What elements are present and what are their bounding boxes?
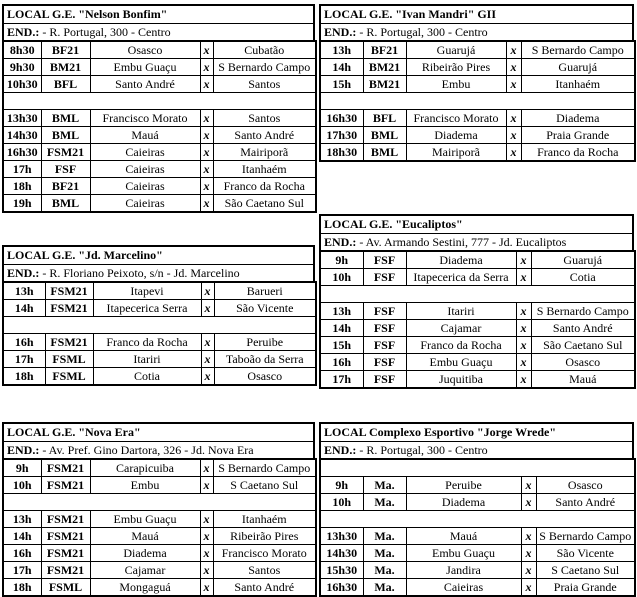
match-time: 10h xyxy=(320,494,363,511)
away-team: S Caetano Sul xyxy=(213,477,316,494)
home-team: Caieiras xyxy=(90,178,200,195)
home-team: Juquitiba xyxy=(406,371,516,389)
address-text: - R. Portugal, 300 - Centro xyxy=(42,25,171,39)
match-time: 13h xyxy=(3,282,45,300)
match-category: FSF xyxy=(363,320,406,337)
match-row xyxy=(3,300,316,317)
match-category: FSM21 xyxy=(45,300,93,317)
match-time: 10h xyxy=(3,477,41,494)
schedule-table xyxy=(319,40,636,162)
away-team: S Bernardo Campo xyxy=(521,41,635,59)
match-time: 10h xyxy=(320,269,363,286)
away-team: São Caetano Sul xyxy=(213,195,316,213)
versus-mark: x xyxy=(200,511,213,528)
versus-mark: x xyxy=(506,76,521,93)
match-time: 18h xyxy=(3,579,41,597)
match-category: FSM21 xyxy=(41,511,90,528)
match-category: FSF xyxy=(41,161,90,178)
venue-wrede xyxy=(319,422,634,597)
away-team: Santo André xyxy=(536,494,635,511)
home-team: Cotia xyxy=(93,368,201,386)
blank-cell xyxy=(3,93,316,110)
match-time: 17h xyxy=(320,371,363,389)
match-row xyxy=(3,178,316,195)
match-category: FSM21 xyxy=(41,459,90,477)
match-row xyxy=(3,579,316,597)
versus-mark: x xyxy=(521,528,536,545)
versus-mark: x xyxy=(200,579,213,597)
home-team: Itariri xyxy=(93,351,201,368)
match-row xyxy=(3,161,316,178)
match-category: BFL xyxy=(363,110,406,127)
match-time: 16h30 xyxy=(320,579,363,597)
away-team: Praia Grande xyxy=(536,579,635,597)
away-team: São Vicente xyxy=(536,545,635,562)
match-time: 9h xyxy=(320,477,363,494)
venue-address-line xyxy=(321,442,632,458)
match-row xyxy=(320,110,635,127)
match-row xyxy=(320,494,635,511)
address-label: END.: xyxy=(324,443,357,457)
home-team: Cajamar xyxy=(90,562,200,579)
versus-mark: x xyxy=(200,562,213,579)
match-row xyxy=(320,371,635,389)
match-category: BML xyxy=(363,144,406,162)
match-category: BF21 xyxy=(363,41,406,59)
match-time: 17h30 xyxy=(320,127,363,144)
match-time: 18h30 xyxy=(320,144,363,162)
match-time: 14h xyxy=(3,528,41,545)
away-team: Mauá xyxy=(531,371,635,389)
match-row xyxy=(3,282,316,300)
home-team: Franco da Rocha xyxy=(406,337,516,354)
versus-mark: x xyxy=(516,251,531,269)
venue-address-line xyxy=(4,24,313,40)
blank-row xyxy=(320,459,635,477)
schedule-table xyxy=(2,281,317,386)
home-team: Jandira xyxy=(406,562,521,579)
venue-title: LOCAL Complexo Esportivo "Jorge Wrede" xyxy=(321,424,632,442)
match-time: 16h xyxy=(3,334,45,351)
match-time: 15h xyxy=(320,337,363,354)
match-time: 16h xyxy=(320,354,363,371)
venue-title: LOCAL G.E. "Jd. Marcelino" xyxy=(4,247,313,265)
address-label: END.: xyxy=(324,235,357,249)
versus-mark: x xyxy=(200,127,213,144)
home-team: Caieiras xyxy=(90,161,200,178)
match-time: 14h xyxy=(320,59,363,76)
versus-mark: x xyxy=(201,282,214,300)
versus-mark: x xyxy=(521,477,536,494)
match-category: FSML xyxy=(41,579,90,597)
away-team: Osasco xyxy=(536,477,635,494)
match-time: 14h30 xyxy=(3,127,41,144)
away-team: Santos xyxy=(213,76,316,93)
blank-row xyxy=(320,511,635,528)
match-row xyxy=(3,127,316,144)
away-team: Cotia xyxy=(531,269,635,286)
match-row xyxy=(320,579,635,597)
venue-address-line xyxy=(4,265,313,281)
away-team: Santo André xyxy=(531,320,635,337)
match-time: 13h30 xyxy=(3,110,41,127)
versus-mark: x xyxy=(516,337,531,354)
match-time: 15h30 xyxy=(320,562,363,579)
address-label: END.: xyxy=(7,443,40,457)
versus-mark: x xyxy=(200,76,213,93)
versus-mark: x xyxy=(201,300,214,317)
home-team: Embu Guaçu xyxy=(90,59,200,76)
match-row xyxy=(3,59,316,76)
home-team: Mauá xyxy=(406,528,521,545)
venue-nelson xyxy=(2,4,315,213)
match-row xyxy=(3,545,316,562)
home-team: Mairiporã xyxy=(406,144,506,162)
match-category: BML xyxy=(41,110,90,127)
home-team: Francisco Morato xyxy=(90,110,200,127)
venue-novaera xyxy=(2,422,315,597)
home-team: Caieiras xyxy=(406,579,521,597)
home-team: Mongaguá xyxy=(90,579,200,597)
match-category: FSML xyxy=(45,368,93,386)
match-category: FSF xyxy=(363,354,406,371)
match-category: Ma. xyxy=(363,579,406,597)
schedule-table xyxy=(319,250,636,389)
home-team: Diadema xyxy=(406,494,521,511)
home-team: Itariri xyxy=(406,303,516,320)
match-row xyxy=(320,354,635,371)
versus-mark: x xyxy=(516,303,531,320)
venue-header xyxy=(319,4,634,40)
blank-cell xyxy=(320,511,635,528)
away-team: S Bernardo Campo xyxy=(213,59,316,76)
away-team: S Caetano Sul xyxy=(536,562,635,579)
match-row xyxy=(3,351,316,368)
match-time: 18h xyxy=(3,178,41,195)
match-category: BM21 xyxy=(363,76,406,93)
versus-mark: x xyxy=(200,477,213,494)
away-team: Osasco xyxy=(531,354,635,371)
match-row xyxy=(320,251,635,269)
match-category: BML xyxy=(363,127,406,144)
match-row xyxy=(3,76,316,93)
match-row xyxy=(320,320,635,337)
blank-cell xyxy=(3,494,316,511)
away-team: Cubatão xyxy=(213,41,316,59)
address-text: - R. Floriano Peixoto, s/n - Jd. Marcelino xyxy=(42,266,240,280)
versus-mark: x xyxy=(200,110,213,127)
away-team: Praia Grande xyxy=(521,127,635,144)
match-row xyxy=(3,562,316,579)
away-team: Itanhaém xyxy=(213,161,316,178)
match-category: BFL xyxy=(41,76,90,93)
away-team: São Vicente xyxy=(214,300,316,317)
venue-header xyxy=(319,422,634,458)
venue-header xyxy=(319,214,634,250)
match-category: BML xyxy=(41,127,90,144)
blank-cell xyxy=(320,459,635,477)
match-category: FSM21 xyxy=(45,282,93,300)
match-category: Ma. xyxy=(363,477,406,494)
match-time: 16h30 xyxy=(320,110,363,127)
match-time: 17h xyxy=(3,161,41,178)
away-team: Santo André xyxy=(213,579,316,597)
away-team: S Bernardo Campo xyxy=(536,528,635,545)
home-team: Guarujá xyxy=(406,41,506,59)
versus-mark: x xyxy=(521,579,536,597)
match-time: 14h30 xyxy=(320,545,363,562)
versus-mark: x xyxy=(516,354,531,371)
home-team: Ribeirão Pires xyxy=(406,59,506,76)
versus-mark: x xyxy=(200,59,213,76)
match-category: FSM21 xyxy=(41,144,90,161)
versus-mark: x xyxy=(506,110,521,127)
versus-mark: x xyxy=(200,528,213,545)
away-team: Santos xyxy=(213,562,316,579)
match-time: 17h xyxy=(3,562,41,579)
match-category: Ma. xyxy=(363,545,406,562)
venue-eucaliptos xyxy=(319,214,634,389)
match-time: 16h30 xyxy=(3,144,41,161)
home-team: Itapevi xyxy=(93,282,201,300)
match-time: 19h xyxy=(3,195,41,213)
match-row xyxy=(3,41,316,59)
versus-mark: x xyxy=(506,59,521,76)
away-team: Barueri xyxy=(214,282,316,300)
versus-mark: x xyxy=(200,178,213,195)
match-time: 14h xyxy=(3,300,45,317)
blank-row xyxy=(3,317,316,334)
away-team: Francisco Morato xyxy=(213,545,316,562)
match-time: 16h xyxy=(3,545,41,562)
venue-address-line xyxy=(321,234,632,250)
home-team: Embu Guaçu xyxy=(406,545,521,562)
versus-mark: x xyxy=(200,144,213,161)
venue-marcelino xyxy=(2,245,315,386)
match-category: BM21 xyxy=(41,59,90,76)
match-time: 13h xyxy=(320,41,363,59)
home-team: Mauá xyxy=(90,528,200,545)
match-row xyxy=(3,368,316,386)
match-time: 17h xyxy=(3,351,45,368)
venue-header xyxy=(2,4,315,40)
home-team: Itapecerica Serra xyxy=(93,300,201,317)
blank-cell xyxy=(3,317,316,334)
schedule-table xyxy=(2,40,317,213)
venue-address-line xyxy=(4,442,313,458)
match-category: BF21 xyxy=(41,178,90,195)
home-team: Santo André xyxy=(90,76,200,93)
home-team: Caieiras xyxy=(90,144,200,161)
match-row xyxy=(3,144,316,161)
versus-mark: x xyxy=(521,562,536,579)
versus-mark: x xyxy=(200,41,213,59)
home-team: Osasco xyxy=(90,41,200,59)
match-time: 13h xyxy=(320,303,363,320)
match-row xyxy=(320,41,635,59)
venue-ivan xyxy=(319,4,634,162)
home-team: Cajamar xyxy=(406,320,516,337)
match-category: Ma. xyxy=(363,562,406,579)
address-text: - R. Portugal, 300 - Centro xyxy=(359,25,488,39)
match-category: FSF xyxy=(363,303,406,320)
away-team: São Caetano Sul xyxy=(531,337,635,354)
blank-row xyxy=(320,93,635,110)
match-row xyxy=(3,195,316,213)
away-team: Ribeirão Pires xyxy=(213,528,316,545)
match-category: BML xyxy=(41,195,90,213)
match-row xyxy=(3,110,316,127)
match-row xyxy=(320,76,635,93)
blank-cell xyxy=(320,93,635,110)
versus-mark: x xyxy=(201,334,214,351)
match-time: 8h30 xyxy=(3,41,41,59)
match-time: 13h xyxy=(3,511,41,528)
versus-mark: x xyxy=(201,368,214,386)
address-text: - Av. Armando Sestini, 777 - Jd. Eucaliptos xyxy=(359,235,567,249)
blank-row xyxy=(320,286,635,303)
match-row xyxy=(320,269,635,286)
home-team: Diadema xyxy=(90,545,200,562)
blank-row xyxy=(3,494,316,511)
address-text: - Av. Pref. Gino Dartora, 326 - Jd. Nova Era xyxy=(42,443,254,457)
blank-cell xyxy=(320,286,635,303)
schedule-table xyxy=(319,458,636,597)
match-category: BF21 xyxy=(41,41,90,59)
away-team: Guarujá xyxy=(521,59,635,76)
match-category: BM21 xyxy=(363,59,406,76)
schedule-table xyxy=(2,458,317,597)
venue-header xyxy=(2,422,315,458)
match-category: FSF xyxy=(363,371,406,389)
away-team: S Bernardo Campo xyxy=(531,303,635,320)
match-category: FSM21 xyxy=(41,528,90,545)
match-time: 14h xyxy=(320,320,363,337)
home-team: Embu xyxy=(90,477,200,494)
venue-header xyxy=(2,245,315,281)
versus-mark: x xyxy=(516,371,531,389)
match-row xyxy=(320,528,635,545)
address-label: END.: xyxy=(324,25,357,39)
match-row xyxy=(320,477,635,494)
venue-title: LOCAL G.E. "Nova Era" xyxy=(4,424,313,442)
venue-title: LOCAL G.E. "Eucaliptos" xyxy=(321,216,632,234)
home-team: Diadema xyxy=(406,127,506,144)
away-team: Diadema xyxy=(521,110,635,127)
versus-mark: x xyxy=(506,144,521,162)
match-time: 9h xyxy=(320,251,363,269)
match-time: 18h xyxy=(3,368,45,386)
match-row xyxy=(320,303,635,320)
away-team: Taboão da Serra xyxy=(214,351,316,368)
match-row xyxy=(320,127,635,144)
home-team: Carapicuiba xyxy=(90,459,200,477)
match-category: FSF xyxy=(363,269,406,286)
match-category: FSF xyxy=(363,337,406,354)
home-team: Embu xyxy=(406,76,506,93)
match-category: Ma. xyxy=(363,494,406,511)
home-team: Itapecerica da Serra xyxy=(406,269,516,286)
match-category: FSM21 xyxy=(41,545,90,562)
versus-mark: x xyxy=(200,161,213,178)
match-row xyxy=(320,59,635,76)
venue-title: LOCAL G.E. "Nelson Bonfim" xyxy=(4,6,313,24)
address-label: END.: xyxy=(7,25,40,39)
match-time: 15h xyxy=(320,76,363,93)
home-team: Embu Guaçu xyxy=(90,511,200,528)
home-team: Mauá xyxy=(90,127,200,144)
match-time: 9h30 xyxy=(3,59,41,76)
match-category: FSM21 xyxy=(45,334,93,351)
away-team: Santos xyxy=(213,110,316,127)
away-team: Santo André xyxy=(213,127,316,144)
address-label: END.: xyxy=(7,266,40,280)
match-row xyxy=(3,459,316,477)
match-row xyxy=(3,528,316,545)
versus-mark: x xyxy=(200,195,213,213)
match-category: FSF xyxy=(363,251,406,269)
versus-mark: x xyxy=(521,545,536,562)
versus-mark: x xyxy=(506,41,521,59)
away-team: Mairiporã xyxy=(213,144,316,161)
versus-mark: x xyxy=(200,459,213,477)
home-team: Peruibe xyxy=(406,477,521,494)
home-team: Diadema xyxy=(406,251,516,269)
away-team: S Bernardo Campo xyxy=(213,459,316,477)
match-category: FSML xyxy=(45,351,93,368)
versus-mark: x xyxy=(506,127,521,144)
versus-mark: x xyxy=(516,320,531,337)
away-team: Franco da Rocha xyxy=(521,144,635,162)
venue-title: LOCAL G.E. "Ivan Mandri" GII xyxy=(321,6,632,24)
match-row xyxy=(3,477,316,494)
versus-mark: x xyxy=(516,269,531,286)
match-row xyxy=(320,562,635,579)
blank-row xyxy=(3,93,316,110)
away-team: Osasco xyxy=(214,368,316,386)
match-time: 10h30 xyxy=(3,76,41,93)
away-team: Franco da Rocha xyxy=(213,178,316,195)
match-category: Ma. xyxy=(363,528,406,545)
versus-mark: x xyxy=(201,351,214,368)
match-time: 9h xyxy=(3,459,41,477)
match-category: FSM21 xyxy=(41,562,90,579)
home-team: Franco da Rocha xyxy=(93,334,201,351)
match-category: FSM21 xyxy=(41,477,90,494)
address-text: - R. Portugal, 300 - Centro xyxy=(359,443,488,457)
home-team: Francisco Morato xyxy=(406,110,506,127)
away-team: Itanhaém xyxy=(521,76,635,93)
home-team: Embu Guaçu xyxy=(406,354,516,371)
home-team: Caieiras xyxy=(90,195,200,213)
away-team: Guarujá xyxy=(531,251,635,269)
venue-address-line xyxy=(321,24,632,40)
away-team: Itanhaém xyxy=(213,511,316,528)
versus-mark: x xyxy=(521,494,536,511)
match-row xyxy=(3,511,316,528)
versus-mark: x xyxy=(200,545,213,562)
match-row xyxy=(320,545,635,562)
match-row xyxy=(3,334,316,351)
match-time: 13h30 xyxy=(320,528,363,545)
away-team: Peruibe xyxy=(214,334,316,351)
match-row xyxy=(320,144,635,162)
match-row xyxy=(320,337,635,354)
